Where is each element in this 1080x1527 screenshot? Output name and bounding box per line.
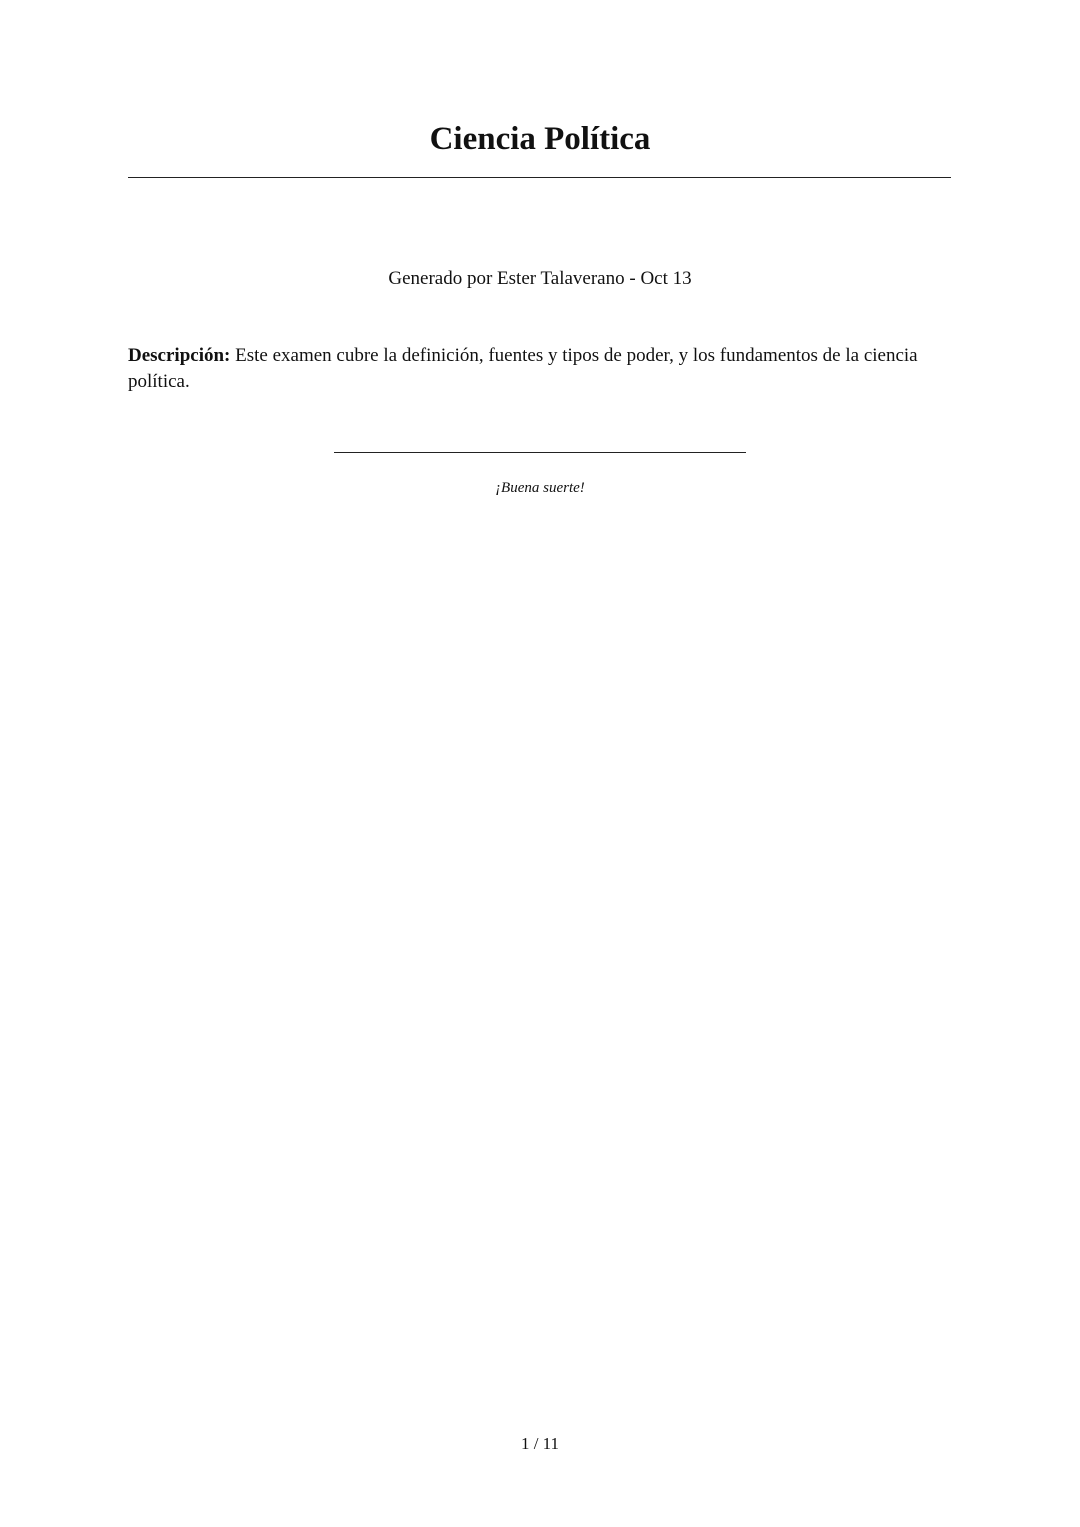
title-divider [128, 177, 951, 178]
description-label: Descripción: [128, 345, 231, 366]
document-title: Ciencia Política [429, 121, 651, 157]
closing-message: ¡Buena suerte! [495, 480, 585, 496]
description-paragraph [128, 343, 928, 395]
author-date-line: Generado por Ester Talaverano - Oct 13 [388, 268, 692, 289]
description-text: Este examen cubre la definición, fuentes y tipos de poder, y los fundamentos de la ciencia política. [128, 345, 918, 392]
page-number: 1 / 11 [520, 1434, 560, 1453]
closing-divider [334, 452, 746, 453]
